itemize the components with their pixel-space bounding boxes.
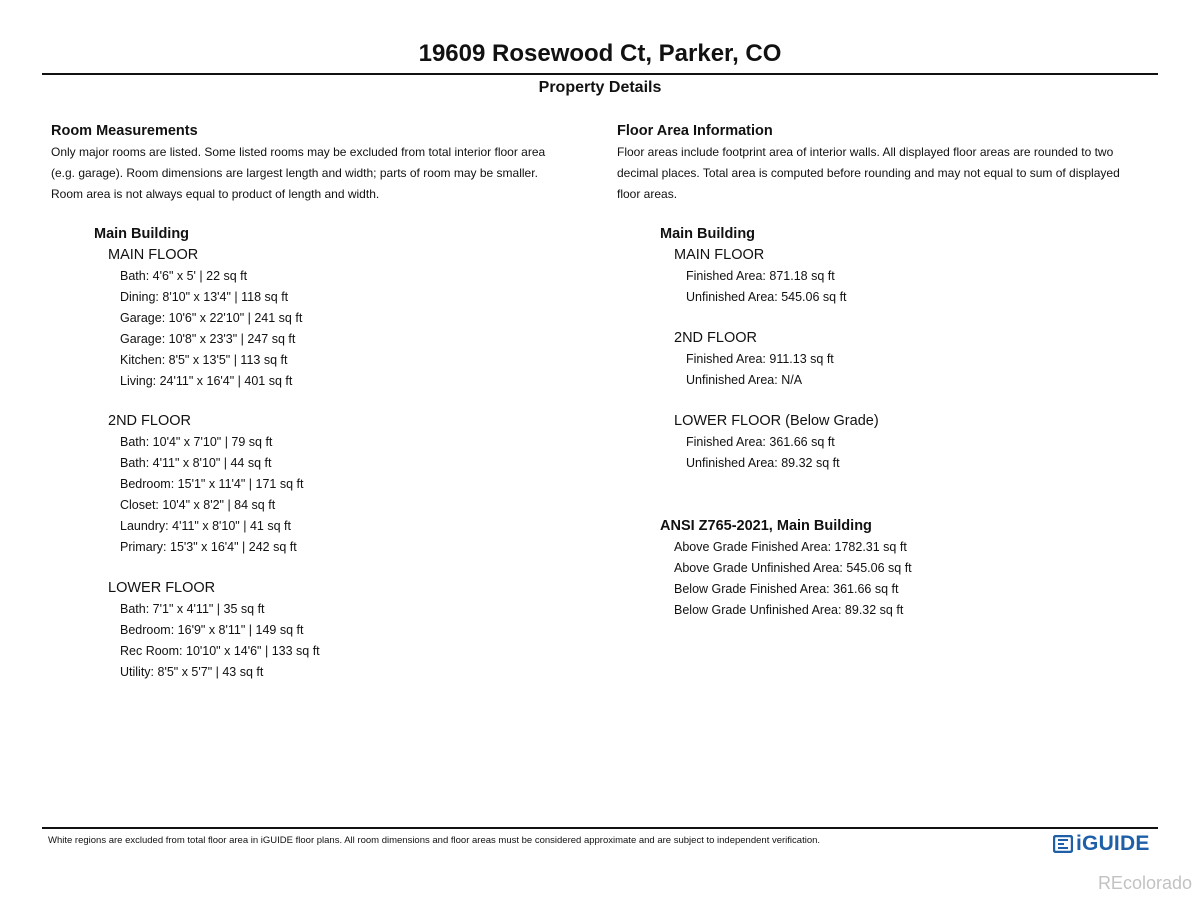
area-row: Unfinished Area: 89.32 sq ft [686,456,840,470]
watermark: REcolorado [1097,873,1192,893]
description-line: Floor areas include footprint area of interior walls. All displayed floor areas are rounded to two [617,145,1114,159]
area-list-lower-floor [686,432,840,474]
room-row: Laundry: 4'11" x 8'10" | 41 sq ft [120,519,291,533]
room-row: Garage: 10'6" x 22'10" | 241 sq ft [120,311,303,325]
room-row: Dining: 8'10" x 13'4" | 118 sq ft [120,290,289,304]
area-row: Finished Area: 911.13 sq ft [686,352,834,366]
room-measurements-title: Room Measurements [51,123,198,139]
room-list-lower-floor [120,599,320,683]
ansi-heading: ANSI Z765-2021, Main Building [660,518,872,534]
floor-label [108,578,215,599]
description-line: Room area is not always equal to product of length and width. [51,187,380,201]
iguide-logo-text: iGUIDE [1076,832,1150,855]
floor-label [108,245,198,266]
floor-area-title: Floor Area Information [617,123,773,139]
ansi-row: Above Grade Unfinished Area: 545.06 sq ft [674,561,912,575]
room-list-main-floor [120,266,302,392]
floor-label [674,328,757,349]
floor-name: LOWER FLOOR [108,580,216,596]
footer-disclaimer: White regions are excluded from total floor area in iGUIDE floor plans. All room dimensions and floor areas must be considered approximate and are subject to independent verification. [48,835,821,846]
area-building-heading: Main Building [660,226,756,242]
room-row: Bedroom: 15'1" x 11'4" | 171 sq ft [120,477,304,491]
iguide-logo-icon [1053,835,1073,853]
room-row: Closet: 10'4" x 8'2" | 84 sq ft [120,498,276,512]
floor-label [108,411,191,432]
floor-name: 2ND FLOOR [674,330,757,346]
description-line: decimal places. Total area is computed before rounding and may not equal to sum of displayed [617,166,1120,180]
page-title: 19609 Rosewood Ct, Parker, CO [418,40,782,67]
footer-divider [42,827,1158,829]
floor-name: LOWER FLOOR (Below Grade) [674,413,879,429]
floor-label [674,245,764,266]
area-row: Unfinished Area: 545.06 sq ft [686,290,847,304]
room-measurements-section [51,121,591,205]
description-line: floor areas. [617,187,678,201]
room-row: Kitchen: 8'5" x 13'5" | 113 sq ft [120,353,288,367]
floor-name: 2ND FLOOR [108,413,191,429]
room-row: Bath: 7'1" x 4'11" | 35 sq ft [120,602,265,616]
room-row: Utility: 8'5" x 5'7" | 43 sq ft [120,665,264,679]
floor-name: MAIN FLOOR [108,247,199,263]
room-list-2nd-floor [120,432,303,558]
header-divider [42,73,1158,75]
area-row: Unfinished Area: N/A [686,373,803,387]
floor-area-section [617,121,1167,205]
area-row: Finished Area: 361.66 sq ft [686,435,835,449]
description-line: Only major rooms are listed. Some listed rooms may be excluded from total interior floor area [51,145,546,159]
room-row: Living: 24'11" x 16'4" | 401 sq ft [120,374,293,388]
room-row: Rec Room: 10'10" x 14'6" | 133 sq ft [120,644,320,658]
floor-area-description [617,142,1167,205]
iguide-logo [1053,831,1150,857]
area-row: Finished Area: 871.18 sq ft [686,269,835,283]
room-row: Bedroom: 16'9" x 8'11" | 149 sq ft [120,623,304,637]
ansi-row: Below Grade Finished Area: 361.66 sq ft [674,582,899,596]
area-list-2nd-floor [686,349,834,391]
ansi-row: Above Grade Finished Area: 1782.31 sq ft [674,540,907,554]
ansi-list [674,537,912,621]
room-row: Garage: 10'8" x 23'3" | 247 sq ft [120,332,296,346]
room-building-heading: Main Building [94,226,190,242]
ansi-row: Below Grade Unfinished Area: 89.32 sq ft [674,603,904,617]
description-line: (e.g. garage). Room dimensions are largest length and width; parts of room may be smaller. [51,166,538,180]
floor-name: MAIN FLOOR [674,247,765,263]
room-row: Bath: 4'11" x 8'10" | 44 sq ft [120,456,272,470]
room-row: Primary: 15'3" x 16'4" | 242 sq ft [120,540,297,554]
floor-label [674,411,879,432]
room-measurements-description [51,142,591,205]
room-row: Bath: 4'6" x 5' | 22 sq ft [120,269,248,283]
page-subtitle: Property Details [538,79,662,96]
room-row: Bath: 10'4" x 7'10" | 79 sq ft [120,435,273,449]
area-list-main-floor [686,266,847,308]
